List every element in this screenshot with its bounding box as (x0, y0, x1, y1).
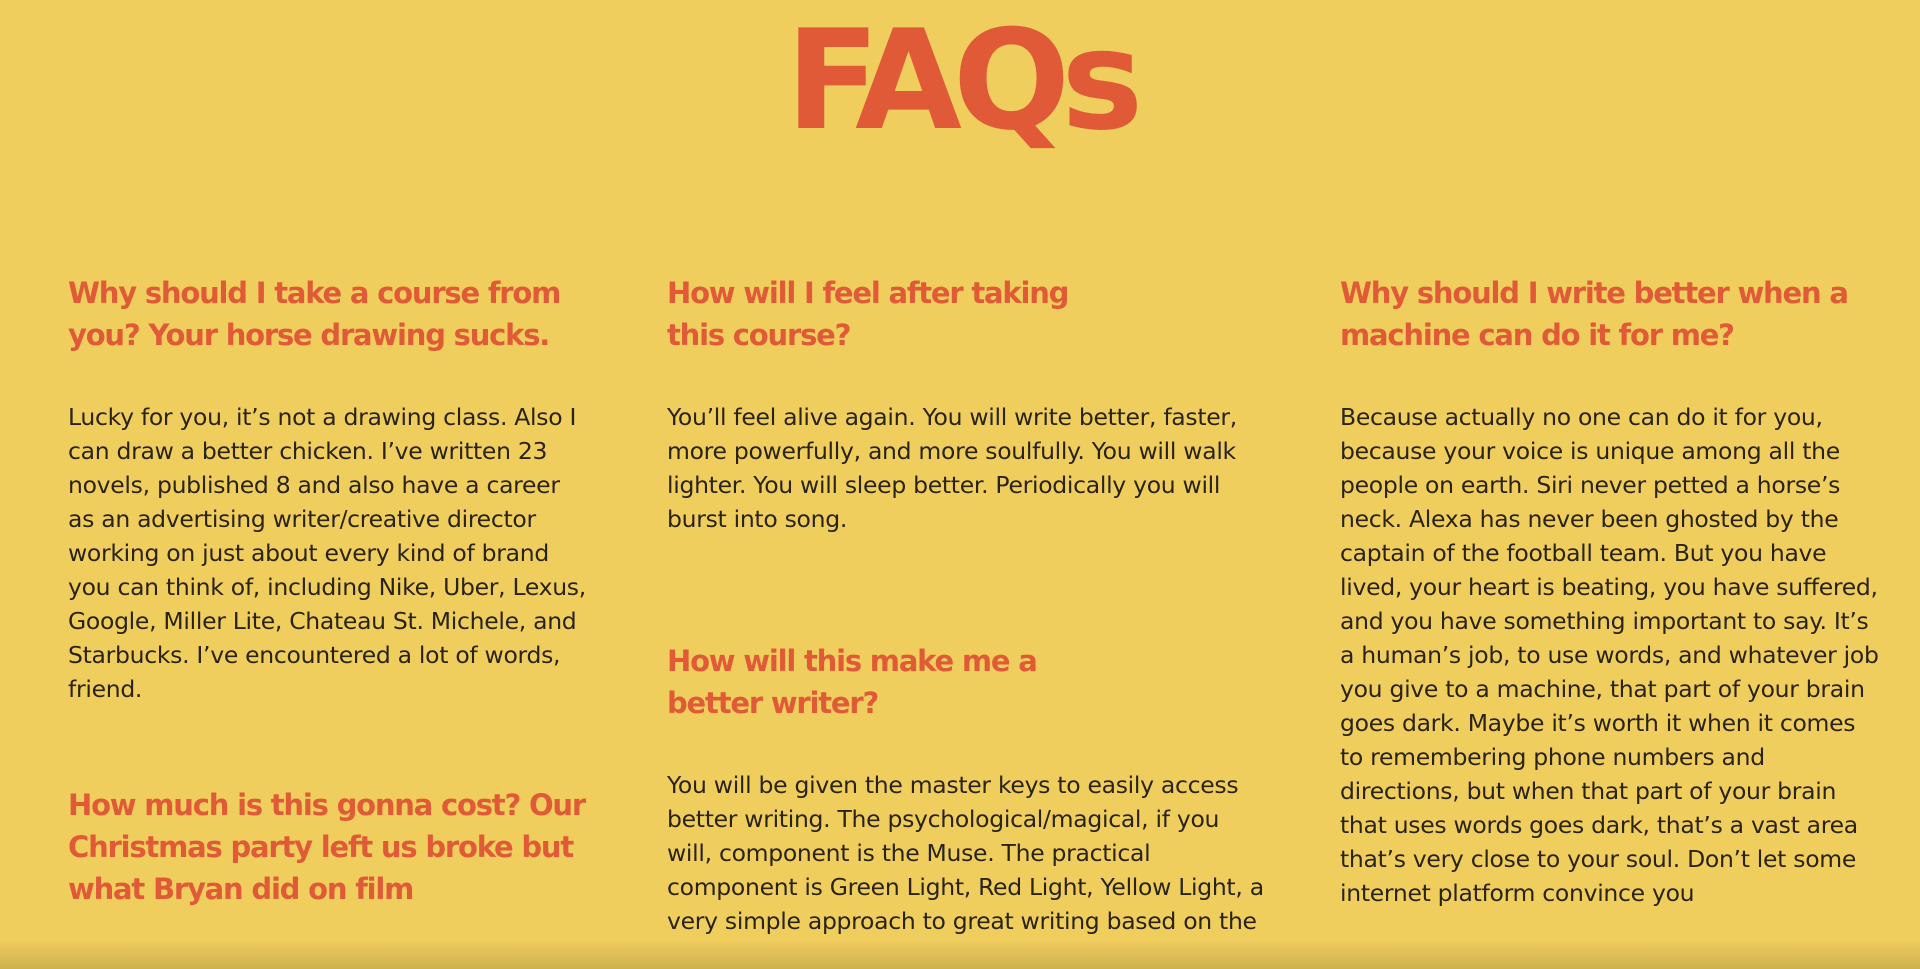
faq-question: How will this make me a better writer? (667, 644, 1037, 720)
faq-item (667, 272, 1267, 536)
faq-answer: Because actually no one can do it for you, because your voice is unique among all the people on earth. Siri never petted a horse’s neck. Alexa has never been ghosted by the captain of the football team. But you have lived, your heart is beating, you have suffered, and you have something important to say. It’s a human’s job, to use words, and whatever job you give to a machine, that part of your brain goes dark. Maybe it’s worth it when it comes to remembering phone numbers and directions, but when that part of your brain that uses words goes dark, that’s a vast area that’s very close to your soul. Don’t let some internet platform convince you (1340, 403, 1879, 907)
faq-item (1340, 272, 1900, 910)
faq-question: Why should I take a course from you? Your horse drawing sucks. (68, 276, 561, 352)
faq-column-left (68, 272, 588, 969)
faq-column-middle (667, 272, 1267, 969)
page-title: FAQs (785, 0, 1135, 161)
faq-item (68, 272, 588, 706)
faq-question: Why should I write better when a machine can do it for me? (1340, 276, 1848, 352)
faq-answer: Lucky for you, it’s not a drawing class. Also I can draw a better chicken. I’ve written 23 novels, published 8 and also have a career as an advertising writer/creative director working on just about every kind of brand you can think of, including Nike, Uber, Lexus, Google, Miller Lite, Chateau St. Michele, and Starbucks. I’ve encountered a lot of words, friend. (68, 403, 586, 703)
faq-item (667, 640, 1267, 938)
faq-item (68, 784, 588, 910)
faq-answer: You’ll feel alive again. You will write better, faster, more powerfully, and more soulfully. You will walk lighter. You will sleep better. Periodically you will burst into song. (667, 403, 1237, 533)
faq-question: How much is this gonna cost? Our Christmas party left us broke but what Bryan did on film (68, 788, 585, 906)
faq-column-right (1340, 272, 1900, 969)
faq-question: How will I feel after taking this course? (667, 276, 1069, 352)
faq-answer: You will be given the master keys to easily access better writing. The psychological/magical, if you will, component is the Muse. The practical component is Green Light, Red Light, Yellow Light, a very simple approach to great writing based on the (667, 771, 1264, 935)
